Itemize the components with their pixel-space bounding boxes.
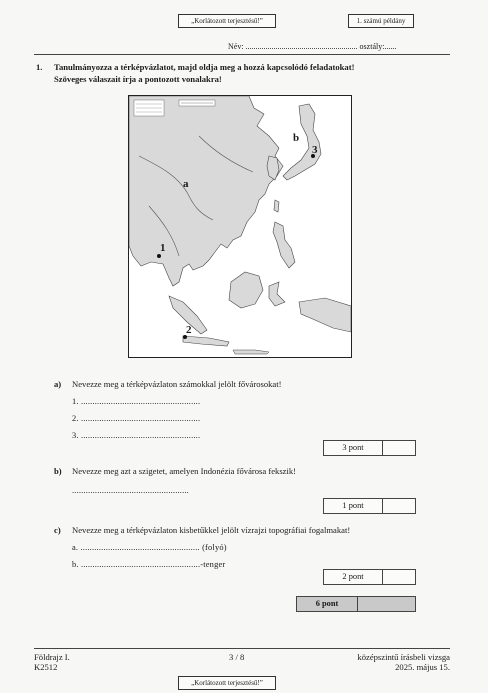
capital-1-dot <box>157 254 161 258</box>
part-b-score-box <box>323 498 416 514</box>
map-number-3: 3 <box>312 144 318 156</box>
part-b-letter: b) <box>54 466 62 476</box>
map-letter-b: b <box>293 132 300 144</box>
header-rule <box>34 54 450 55</box>
total-points-label: 6 pont <box>297 597 358 611</box>
part-c-letter: c) <box>54 525 61 535</box>
part-a-score-field[interactable] <box>383 441 415 455</box>
footer-code: K2512 <box>34 662 58 672</box>
part-b-question: Nevezze meg azt a szigetet, amelyen Indonézia fővárosa fekszik! <box>72 466 297 476</box>
part-b-score-field[interactable] <box>383 499 415 513</box>
part-a-score-box <box>323 440 416 456</box>
total-score-field[interactable] <box>358 597 415 611</box>
part-a-letter: a) <box>54 379 62 389</box>
map-letter-a: a <box>183 178 189 190</box>
footer-restricted-label: „Korlátozott terjesztésű!” <box>178 676 276 690</box>
footer-exam-date: 2025. május 15. <box>395 662 450 672</box>
part-c-answer-line-b[interactable]: b. ....................................................-tenger <box>72 560 226 569</box>
map-drawing <box>129 96 351 357</box>
map-sketch <box>128 95 352 358</box>
part-c-score-field[interactable] <box>383 570 415 584</box>
task-instruction-line1: Tanulmányozza a térképvázlatot, majd oldja meg a hozzá kapcsolódó feladatokat! <box>54 62 355 72</box>
map-number-1: 1 <box>160 242 166 254</box>
restricted-distribution-label: „Korlátozott terjesztésű!” <box>178 14 276 28</box>
footer-exam-type: középszintű írásbeli vizsga <box>357 652 450 662</box>
part-a-points-label: 3 pont <box>324 441 383 455</box>
name-class-line: Név: ........................................................ osztály:...... <box>228 42 397 51</box>
part-c-answer-line-a[interactable]: a. .................................................... (folyó) <box>72 543 227 552</box>
total-score-box <box>296 596 416 612</box>
footer-subject: Földrajz I. <box>34 652 70 662</box>
part-c-question: Nevezze meg a térképvázlaton kisbetűkkel jelölt vízrajzi topográfiai fogalmakat! <box>72 525 351 535</box>
task-number: 1. <box>36 62 43 72</box>
copy-number-label: 1. számú példány <box>348 14 414 28</box>
part-c-score-box <box>323 569 416 585</box>
part-c-points-label: 2 pont <box>324 570 383 584</box>
part-a-answer-line-3[interactable]: 3. .................................................... <box>72 431 201 440</box>
part-a-answer-line-2[interactable]: 2. .................................................... <box>72 414 201 423</box>
footer-rule <box>34 648 450 649</box>
map-number-2: 2 <box>186 324 192 336</box>
part-a-answer-line-1[interactable]: 1. .................................................... <box>72 397 201 406</box>
task-instruction-line2: Szöveges válaszait írja a pontozott vonalakra! <box>54 74 222 84</box>
part-b-answer-line[interactable]: ................................................... <box>72 486 189 495</box>
part-b-points-label: 1 pont <box>324 499 383 513</box>
taiwan-island <box>274 200 279 212</box>
part-a-question: Nevezze meg a térképvázlaton számokkal jelölt fővárosokat! <box>72 379 282 389</box>
footer-page-number: 3 / 8 <box>229 652 245 662</box>
